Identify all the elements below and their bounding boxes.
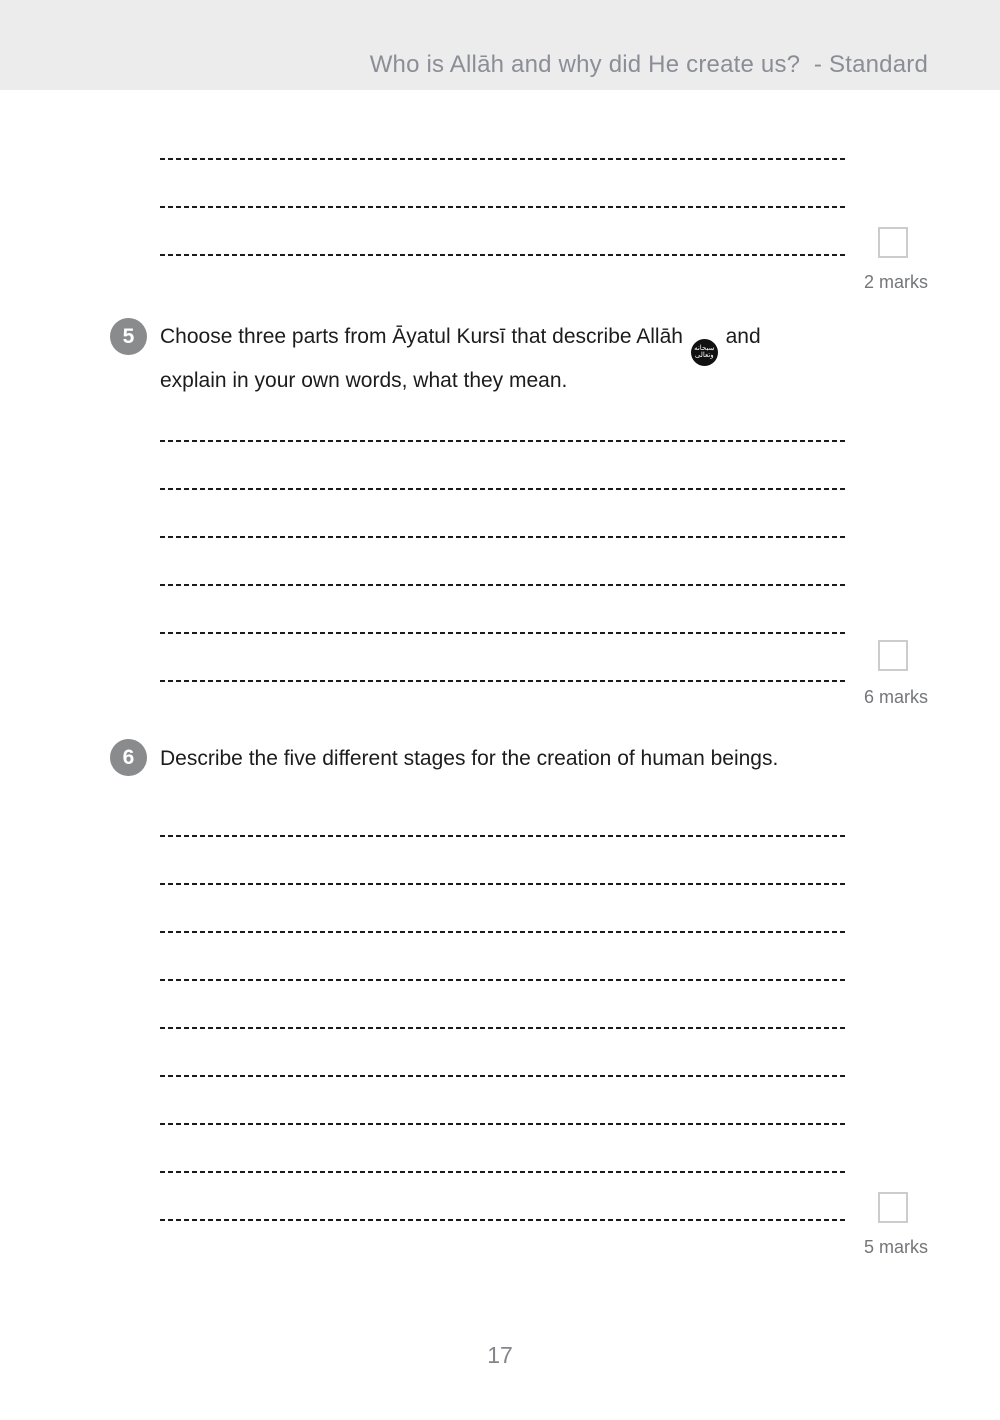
question-5-number-badge: [110, 318, 147, 355]
answer-line: [160, 979, 848, 981]
question-5-text: [160, 322, 860, 395]
page-header: [0, 0, 1000, 90]
answer-line: [160, 1171, 848, 1173]
question-6-text: Describe the five different stages for the creation of human beings.: [160, 747, 779, 770]
answer-line: [160, 680, 848, 682]
question-5-text-line2: explain in your own words, what they mean.: [160, 368, 568, 392]
marks-label-section-2: 6 marks: [863, 687, 928, 707]
question-5-text-before-honorific: Choose three parts from Āyatul Kursī that describe Allāh: [160, 325, 683, 348]
header-title: Who is Allāh and why did He create us? - Standard: [369, 51, 928, 78]
answer-lines-section-1: [160, 158, 848, 256]
answer-lines-section-2: [160, 440, 848, 682]
marks-checkbox-section-3[interactable]: [878, 1192, 908, 1223]
answer-line: [160, 158, 848, 160]
answer-line: [160, 1123, 848, 1125]
answer-line: [160, 440, 848, 442]
answer-line: [160, 931, 848, 933]
question-5-number: 5: [122, 324, 135, 348]
answer-line: [160, 584, 848, 586]
answer-line: [160, 632, 848, 634]
question-5-text-after-honorific: and: [725, 325, 761, 348]
question-6-number: 6: [122, 745, 135, 769]
answer-line: [160, 206, 848, 208]
marks-checkbox-section-1[interactable]: [878, 227, 908, 258]
subhanahu-wa-taala-icon: [691, 339, 718, 366]
marks-label-section-3: 5 marks: [863, 1237, 928, 1257]
answer-line: [160, 835, 848, 837]
marks-checkbox-section-2[interactable]: [878, 640, 908, 671]
answer-line: [160, 1027, 848, 1029]
answer-line: [160, 1219, 848, 1221]
question-6-number-badge: [110, 739, 147, 776]
answer-line: [160, 488, 848, 490]
answer-line: [160, 536, 848, 538]
page-number: 17: [487, 1342, 513, 1368]
answer-line: [160, 883, 848, 885]
honorific-arabic-top: سبحانه: [694, 345, 715, 352]
marks-label-section-1: 2 marks: [863, 272, 928, 292]
answer-line: [160, 254, 848, 256]
honorific-arabic-bottom: وتعالى: [694, 352, 714, 359]
answer-line: [160, 1075, 848, 1077]
answer-lines-section-3: [160, 835, 848, 1221]
